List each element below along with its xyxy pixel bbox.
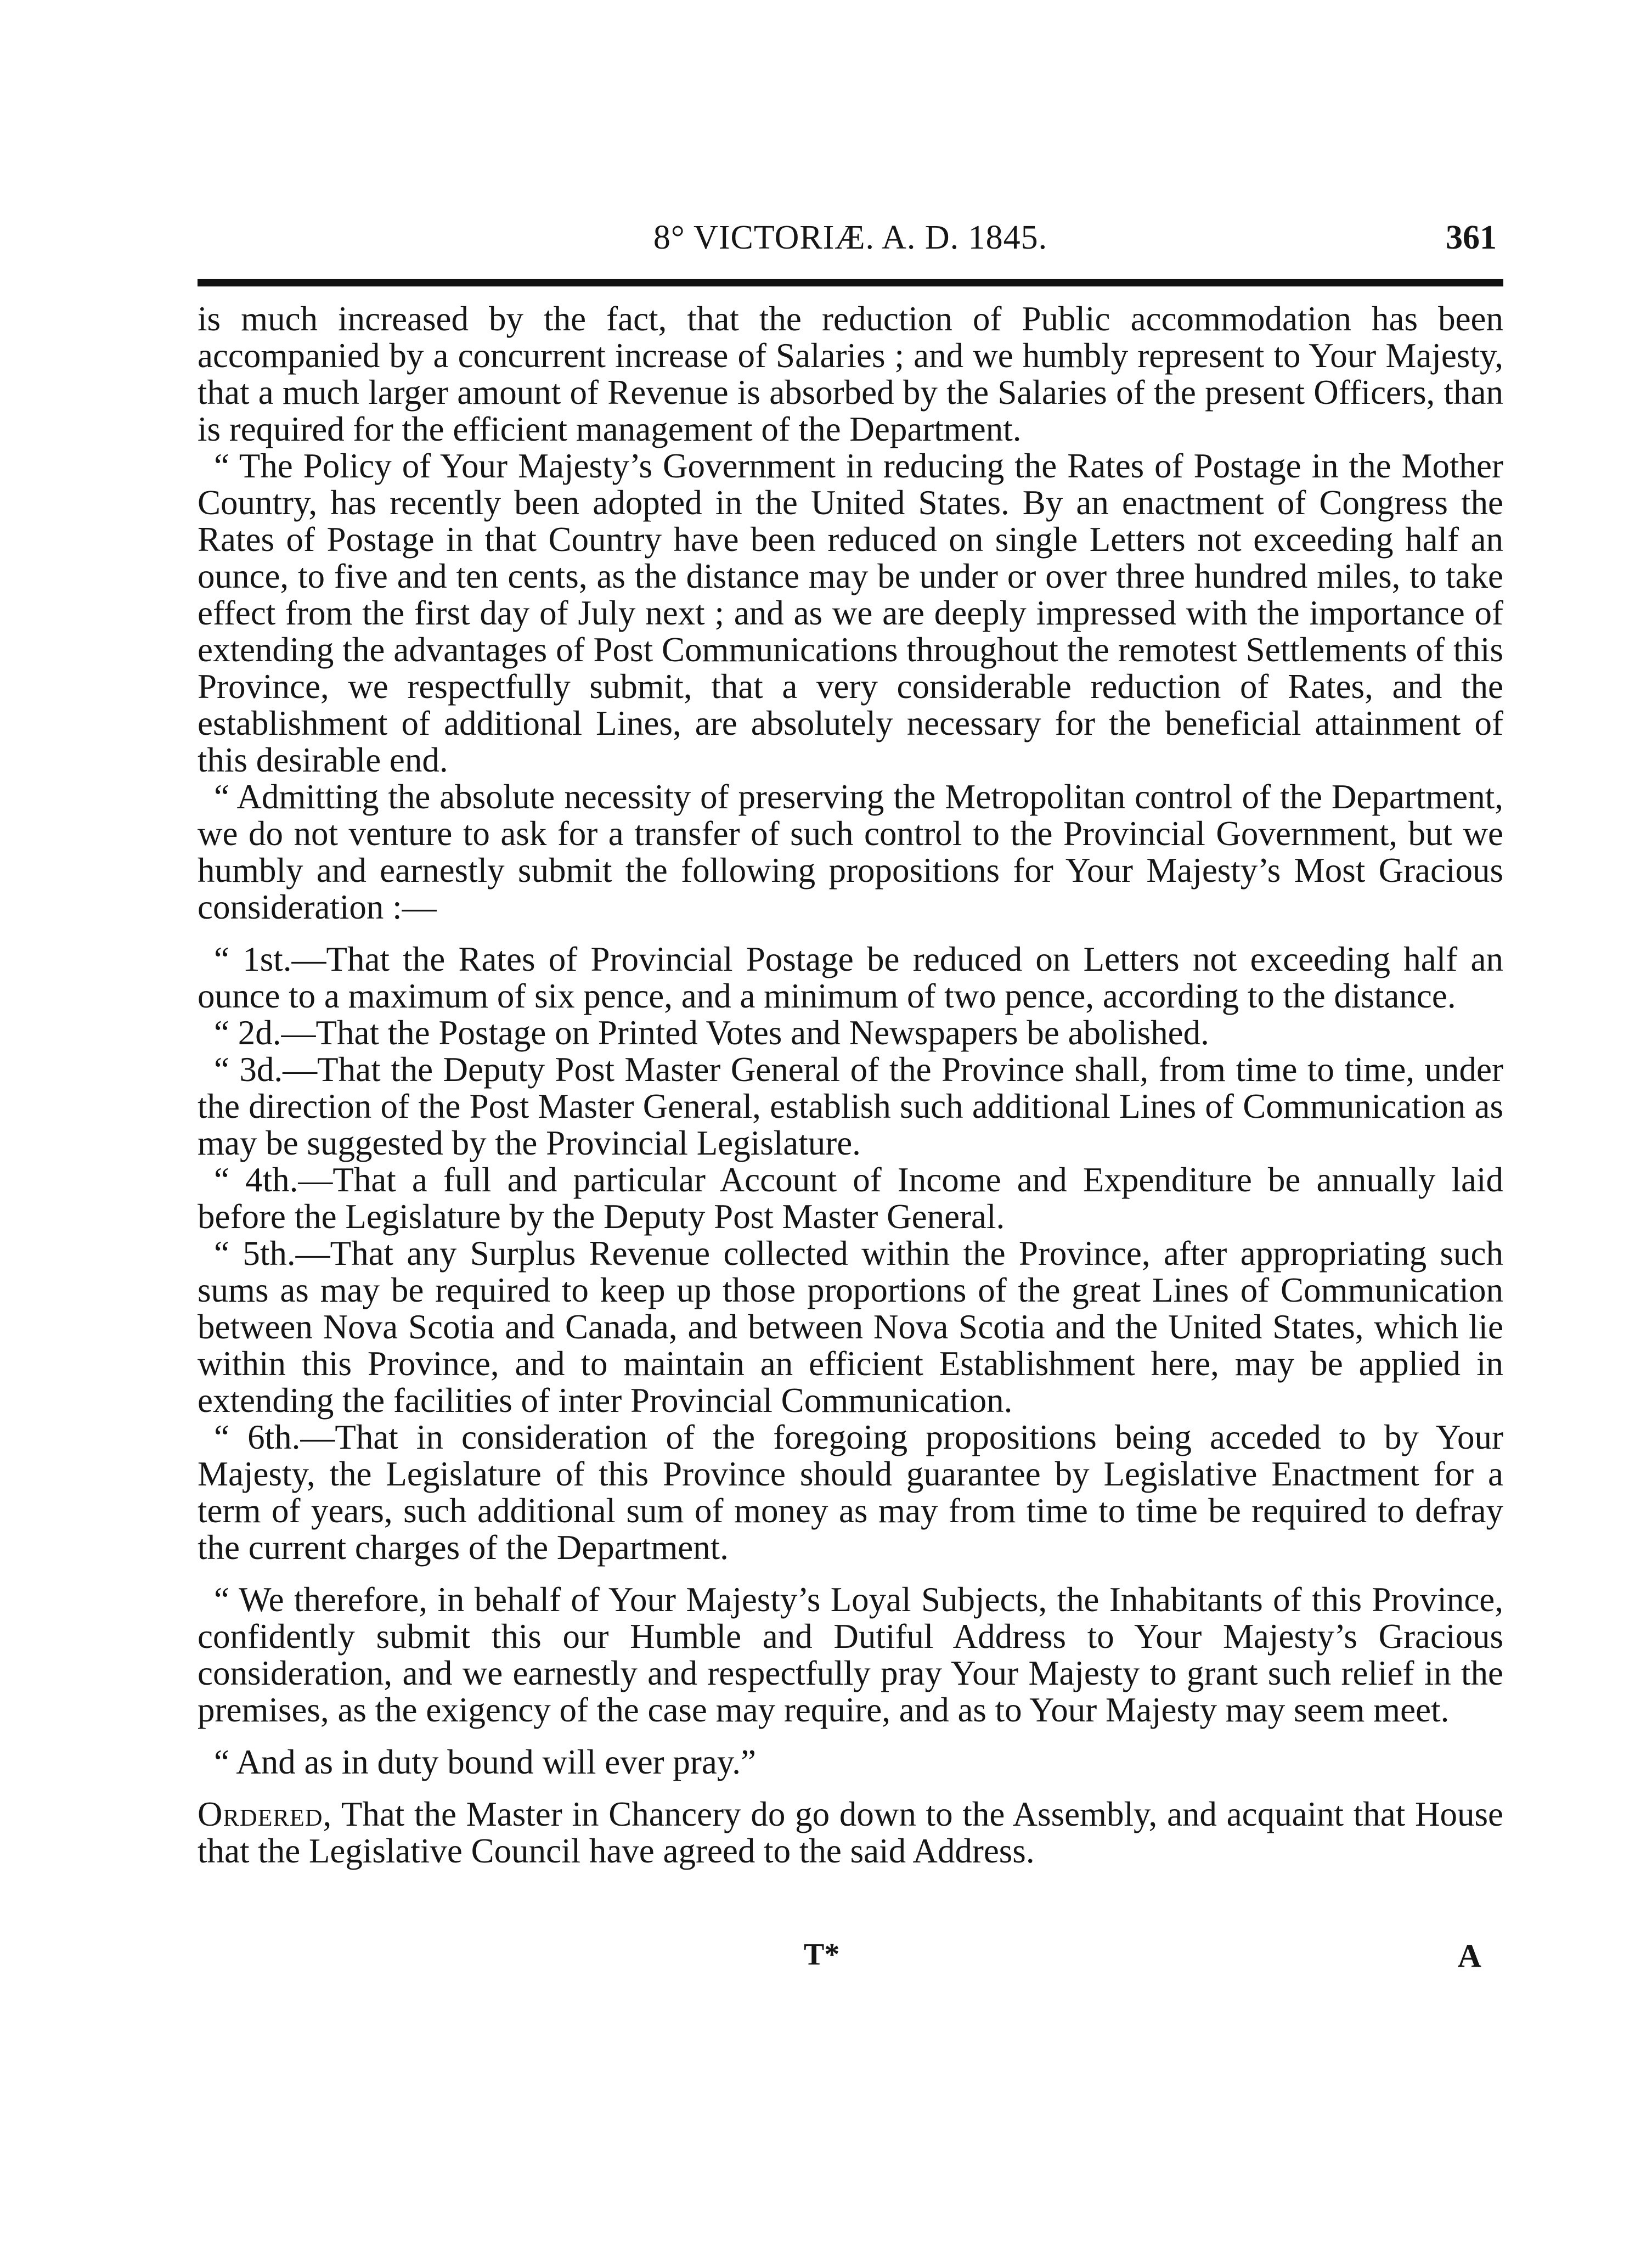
paragraph-continuation: is much increased by the fact, that the reduction of Public accommodation has been accompanied by a concurrent increase of Salaries ; and we humbly represent to Your Majesty, that a much larger amount of Revenue is absorbed by the Salaries of the present Officers, than is required for the efficient management of the Department. xyxy=(198,300,1503,448)
header-title: 8° VICTORIÆ. A. D. 1845. xyxy=(653,219,1048,256)
proposition-2d: “ 2d.—That the Postage on Printed Votes and Newspapers be abolished. xyxy=(214,1014,1209,1052)
proposition-5th: “ 5th.—That any Surplus Revenue collected within the Province, after appropriating such sums as may be required to keep up those proportions of the great Lines of Communication between Nova Scotia and Canada, and between Nova Scotia and the United States, which lie within this Province, and to maintain an efficient Establishment here, may be applied in extending the facilities of inter Provincial Communication. xyxy=(198,1234,1503,1420)
paragraph-policy: “ The Policy of Your Majesty’s Government in reducing the Rates of Postage in the Mother Country, has recently been adopted in the United States. By an enactment of Congress the Rates of Postage in that Country have been reduced on single Letters not exceeding half an ounce, to five and ten cents, as the distance may be under or over three hundred miles, to take effect from the first day of July next ; and as we are deeply impressed with the importance of extending the advantages of Post Communications throughout the remotest Settlements of this Province, we respectfully submit, that a very considerable reduction of Rates, and the establishment of additional Lines, are absolutely necessary for the beneficial attainment of this desirable end. xyxy=(198,447,1503,779)
ordered-text: That the Master in Chancery do go down to the Assembly, and acquaint that House that the Legislative Council have agreed to the said Address. xyxy=(198,1795,1503,1870)
signature-mark: T* xyxy=(804,1938,840,1972)
paragraph-prayer: “ And as in duty bound will ever pray.” xyxy=(214,1743,756,1781)
ordered-lead: Ordered, xyxy=(198,1795,332,1833)
proposition-4th: “ 4th.—That a full and particular Account of Income and Expenditure be annually laid before the Legislature by the Deputy Post Master General. xyxy=(198,1161,1503,1236)
proposition-3d: “ 3d.—That the Deputy Post Master General of the Province shall, from time to time, under the direction of the Post Master General, establish such additional Lines of Communication as may be suggested by the Provincial Legislature. xyxy=(198,1050,1503,1162)
paragraph-ordered xyxy=(198,1796,1503,1870)
running-header xyxy=(198,218,1503,279)
paragraph-admitting: “ Admitting the absolute necessity of preserving the Metropolitan control of the Department, we do not venture to ask for a transfer of such control to the Provincial Government, but we humbly and earnestly submit the following propositions for Your Majesty’s Most Gracious consideration :— xyxy=(198,778,1503,926)
header-rule xyxy=(198,279,1503,286)
paragraph-closing: “ We therefore, in behalf of Your Majesty’s Loyal Subjects, the Inhabitants of this Province, confidently submit this our Humble and Dutiful Address to Your Majesty’s Gracious consideration, and we earnestly and respectfully pray Your Majesty to grant such relief in the premises, as the exigency of the case may require, and as to Your Majesty may seem meet. xyxy=(198,1580,1503,1729)
page-footer xyxy=(198,1937,1503,1981)
catchword: A xyxy=(1457,1938,1481,1974)
proposition-6th: “ 6th.—That in consideration of the foregoing propositions being acceded to by Your Majesty, the Legislature of this Province should guarantee by Legislative Enactment for a term of years, such additional sum of money as may from time to time be required to defray the current charges of the Department. xyxy=(198,1418,1503,1567)
proposition-1st: “ 1st.—That the Rates of Provincial Postage be reduced on Letters not exceeding half an ounce to a maximum of six pence, and a minimum of two pence, according to the distance. xyxy=(198,940,1503,1015)
document-body xyxy=(198,301,1503,1870)
page-number: 361 xyxy=(1446,219,1497,256)
